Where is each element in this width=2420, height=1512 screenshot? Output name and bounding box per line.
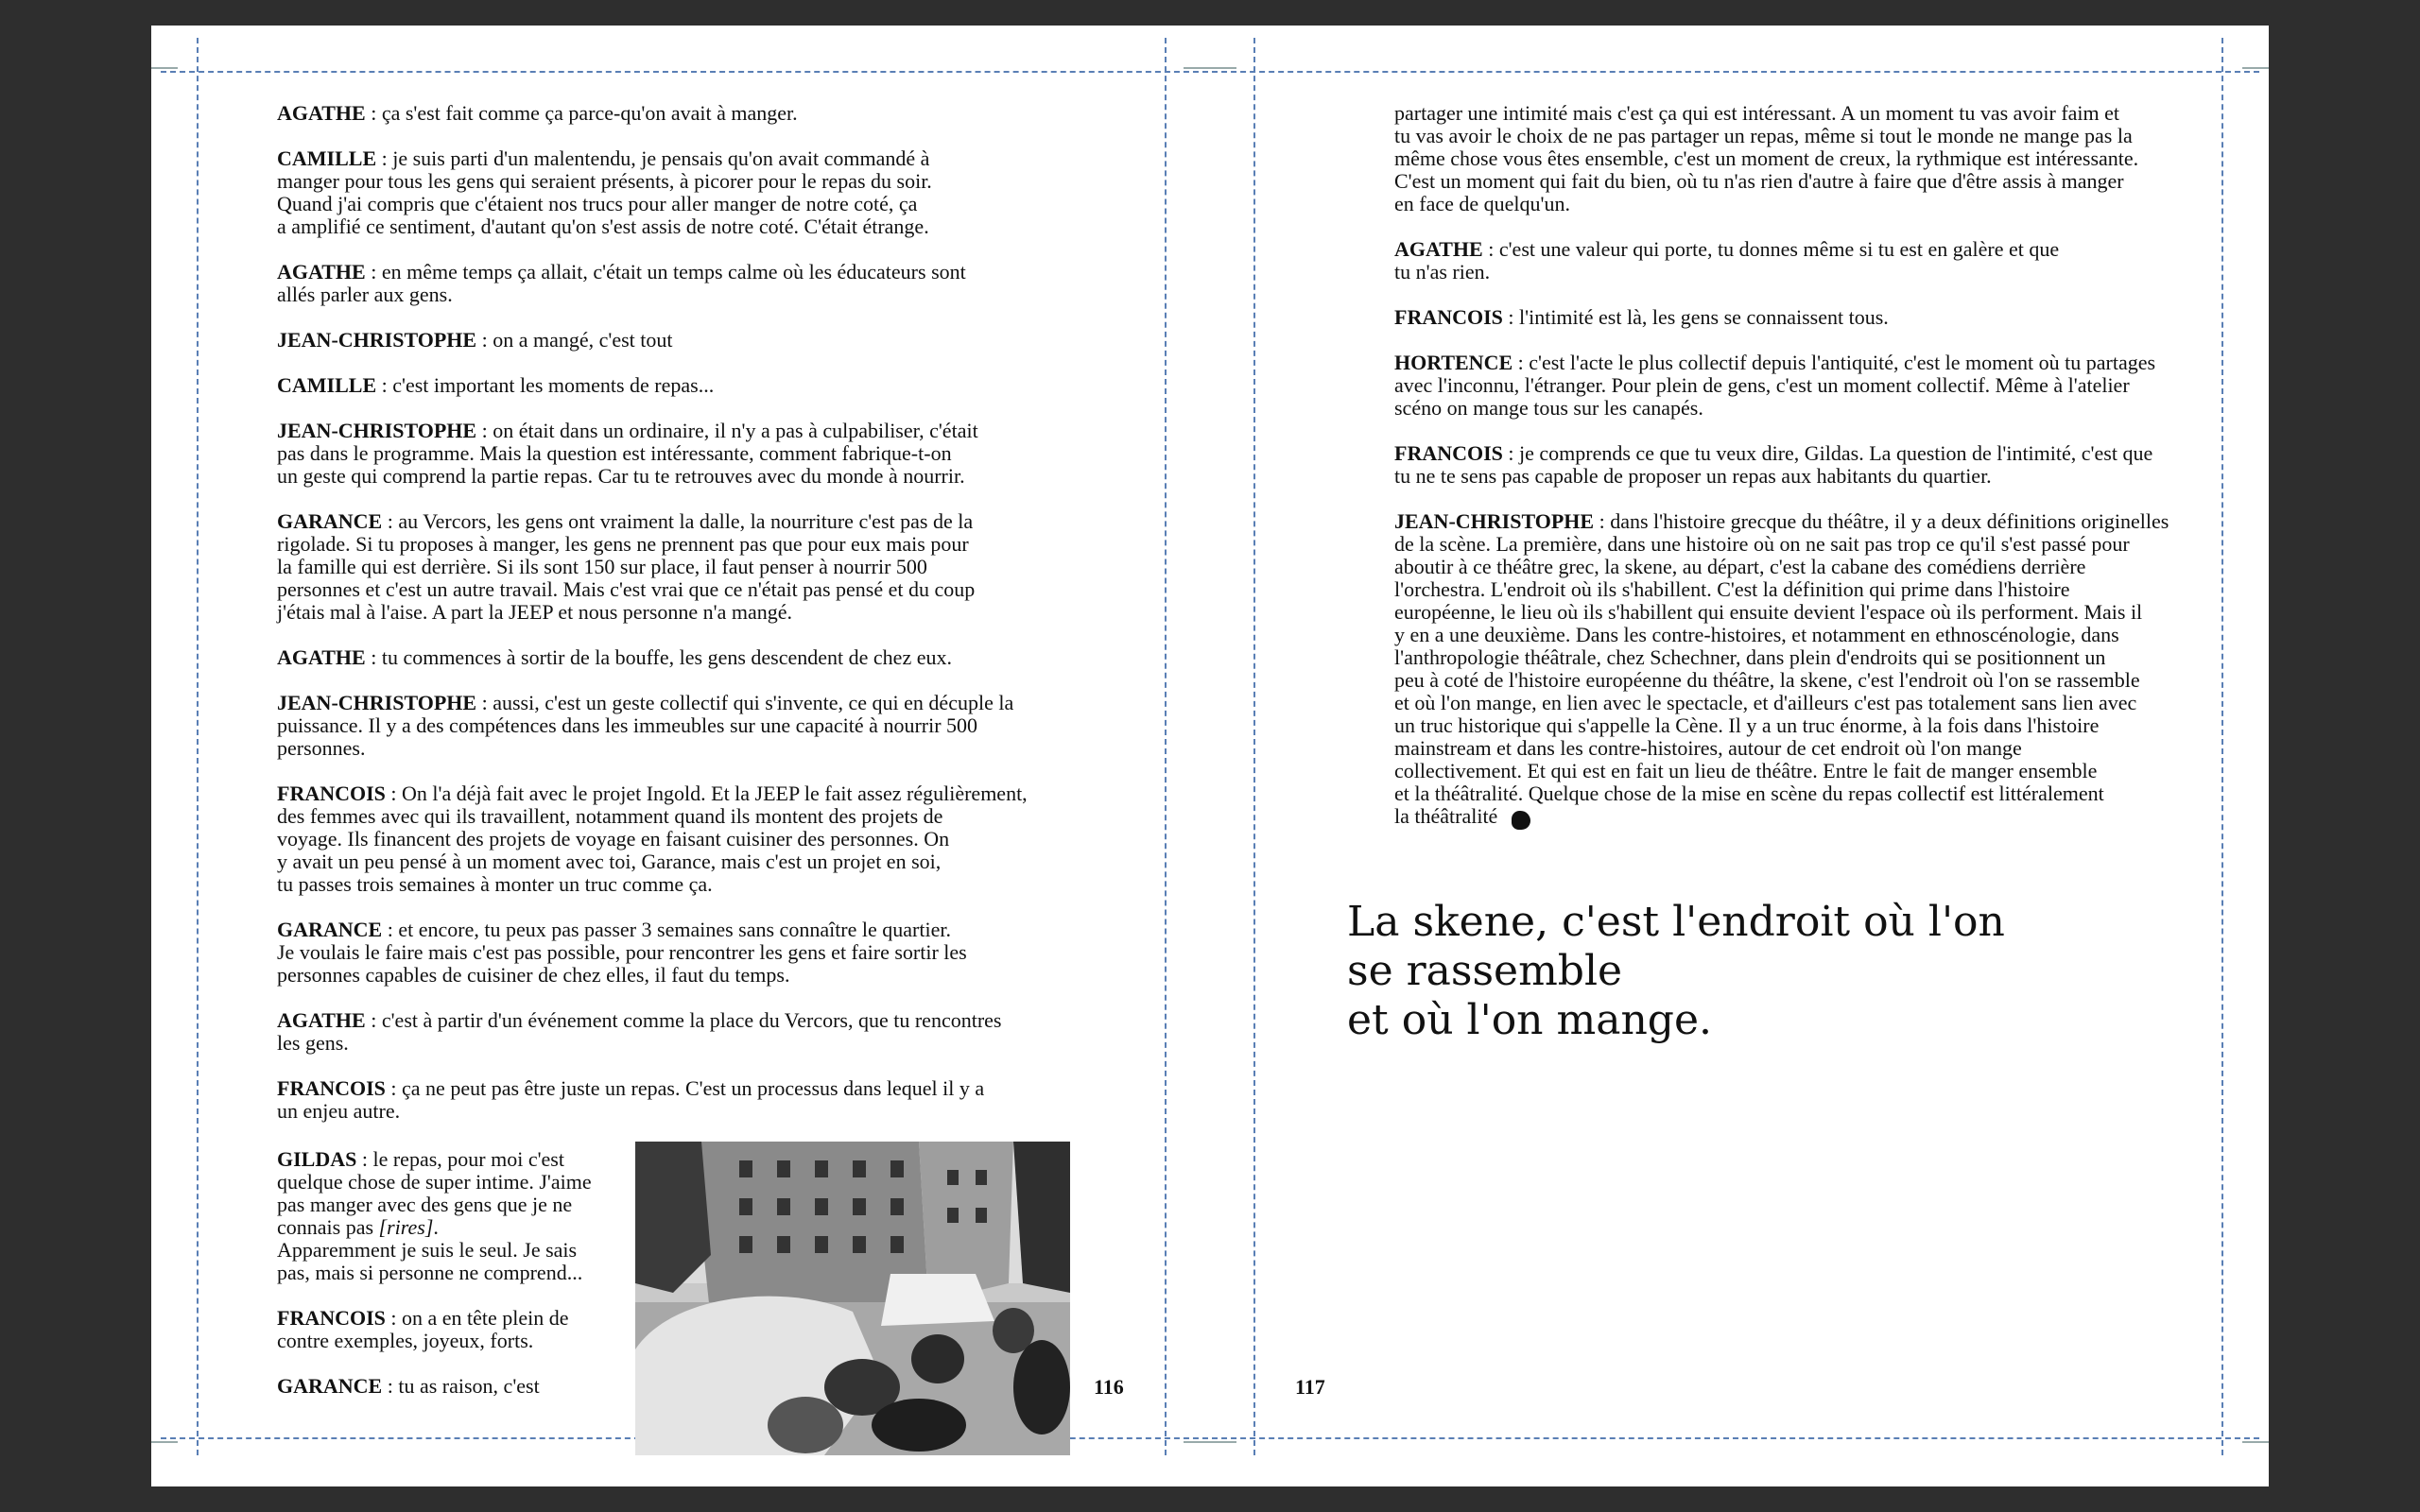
left-page-narrow-text — [277, 1148, 627, 1420]
dialogue-text: : en même temps ça allait, c'était un temps calme où les éducateurs sont allés parler aux gens. — [277, 260, 966, 306]
crop-mark — [151, 1441, 178, 1443]
crop-mark — [2242, 67, 2269, 69]
dialogue-paragraph — [277, 1009, 1071, 1055]
dialogue-text: : c'est une valeur qui porte, tu donnes même si tu est en galère et que tu n'as rien. — [1394, 237, 2060, 284]
right-inner-guide — [1253, 38, 1255, 1455]
dialogue-text: : le repas, pour moi c'est quelque chose de super intime. J'aime pas manger avec des gens que je ne connais pas — [277, 1147, 592, 1239]
top-margin-guide — [161, 71, 2259, 73]
dialogue-paragraph — [277, 646, 1071, 669]
stage-direction: [rires] — [378, 1215, 434, 1239]
speaker-name: AGATHE — [277, 1008, 366, 1032]
dialogue-paragraph — [277, 1375, 627, 1398]
dialogue-text: partager une intimité mais c'est ça qui est intéressant. A un moment tu vas avoir faim et tu vas avoir le choix de ne pas partager un repas, même si tout le monde ne mange pas la même chose vous êtes ensemble, c'est un moment de creux, la rythmique est intéressante. C'est un moment qui fait du bien, où tu n'as rien d'autre à faire que d'être assis à manger en face de quelqu'un. — [1394, 101, 2139, 215]
dialogue-text-continued: . Apparemment je suis le seul. Je sais pas, mais si personne ne comprend... — [277, 1215, 583, 1284]
speaker-name: GARANCE — [277, 509, 383, 533]
dialogue-text: : dans l'histoire grecque du théâtre, il y a deux définitions originelles de la scène. La première, dans une histoire où on ne sait pas trop ce qu'il s'est passé pour aboutir à ce théâtre grec, la skene, au départ, c'est la cabane des comédiens derrière l'orchestra. L'endroit où ils s'habillent. C'est la définition qui prime dans l'histoire européenne, le lieu où ils s'habillent qui ensuite devient l'espace où ils performent. Mais il y en a une deuxième. Dans les contre-histoires, et notamment en ethnoscénologie, dans l'anthropologie théâtrale, chez Schechner, dans plein d'endroits qui se positionnent un peu à coté de l'histoire européenne du théâtre, la skene, c'est l'endroit où l'on se rassemble et où l'on mange, en lien avec le spectacle, et d'ailleurs c'est pas totalement sans lien avec un truc historique qui s'appelle la Cène. Il y a un truc énorme, à la fois dans l'histoire mainstream et dans les contre-histoires, autour de cet endroit où l'on mange collectivement. Et qui est en fait un lieu de théâtre. Entre le fait de manger ensemble et la théâtralité. Quelque chose de la mise en scène du repas collectif est littéralement la théâtralité — [1394, 509, 2169, 828]
dialogue-text: : on a mangé, c'est tout — [476, 328, 673, 352]
dialogue-paragraph — [277, 374, 1071, 397]
dialogue-paragraph — [277, 1148, 627, 1284]
speaker-name: AGATHE — [1394, 237, 1483, 261]
dialogue-paragraph — [277, 919, 1071, 987]
ink-blot-mark — [1512, 811, 1530, 830]
dialogue-text: : c'est important les moments de repas... — [376, 373, 715, 397]
crop-mark — [1184, 67, 1236, 69]
speaker-name: CAMILLE — [277, 373, 377, 397]
dialogue-paragraph — [1394, 442, 2207, 488]
speaker-name: GARANCE — [277, 1374, 383, 1398]
left-inner-guide — [1165, 38, 1167, 1455]
dialogue-text: : c'est à partir d'un événement comme la place du Vercors, que tu rencontres les gens. — [277, 1008, 1002, 1055]
left-page-text — [277, 102, 1071, 1145]
speaker-name: JEAN-CHRISTOPHE — [1394, 509, 1595, 533]
crop-mark — [151, 67, 178, 69]
bottom-margin-guide — [161, 1437, 2259, 1439]
dialogue-paragraph — [277, 510, 1071, 624]
dialogue-paragraph — [1394, 352, 2207, 420]
speaker-name: HORTENCE — [1394, 351, 1513, 374]
speaker-name: CAMILLE — [277, 146, 377, 170]
dialogue-text: : au Vercors, les gens ont vraiment la dalle, la nourriture c'est pas de la rigolade. Si tu proposes à manger, les gens ne prennent pas que pour eux mais pour la famille qui est derrière. Si ils sont 150 sur place, il faut penser à nourrir 500 personnes et c'est un autre travail. Mais c'est vrai que ce n'était pas pensé et du coup j'étais mal à l'aise. A part la JEEP et nous personne n'a mangé. — [277, 509, 976, 624]
speaker-name: GARANCE — [277, 918, 383, 941]
dialogue-paragraph — [277, 1307, 627, 1352]
right-page-text — [1394, 102, 2207, 850]
photo-image — [635, 1142, 1070, 1455]
dialogue-paragraph — [277, 147, 1071, 238]
dialogue-paragraph — [1394, 238, 2207, 284]
dialogue-paragraph — [277, 782, 1071, 896]
speaker-name: FRANCOIS — [277, 1306, 386, 1330]
dialogue-text: : c'est l'acte le plus collectif depuis l'antiquité, c'est le moment où tu partages avec l'inconnu, l'étranger. Pour plein de gens, c'est un moment collectif. Même à l'atelier scéno on mange tous sur les canapés. — [1394, 351, 2156, 420]
pull-quote: La skene, c'est l'endroit où l'on se rassemble et où l'on mange. — [1347, 898, 2005, 1044]
dialogue-text: : tu as raison, c'est — [382, 1374, 540, 1398]
speaker-name: AGATHE — [277, 645, 366, 669]
speaker-name: FRANCOIS — [1394, 305, 1503, 329]
speaker-name: JEAN-CHRISTOPHE — [277, 328, 477, 352]
dialogue-paragraph — [277, 329, 1071, 352]
dialogue-paragraph — [1394, 102, 2207, 215]
dialogue-text: : l'intimité est là, les gens se connaissent tous. — [1502, 305, 1889, 329]
dialogue-paragraph — [277, 261, 1071, 306]
speaker-name: FRANCOIS — [277, 1076, 386, 1100]
dialogue-text: : on était dans un ordinaire, il n'y a pas à culpabiliser, c'était pas dans le programme. Mais la question est intéressante, comment fabrique-t-on un geste qui comprend la partie repas. Car tu te retrouves avec du monde à nourrir. — [277, 419, 978, 488]
dialogue-paragraph — [277, 420, 1071, 488]
crop-mark — [1184, 1441, 1236, 1443]
speaker-name: JEAN-CHRISTOPHE — [277, 419, 477, 442]
dialogue-paragraph — [277, 1077, 1071, 1123]
dialogue-text: : et encore, tu peux pas passer 3 semaines sans connaître le quartier. Je voulais le faire mais c'est pas possible, pour rencontrer les gens et faire sortir les personnes capables de cuisiner de chez elles, il faut du temps. — [277, 918, 967, 987]
dialogue-paragraph — [1394, 306, 2207, 329]
left-outer-guide — [197, 38, 199, 1455]
dialogue-text: : ça s'est fait comme ça parce-qu'on avait à manger. — [365, 101, 798, 125]
dialogue-text: : je comprends ce que tu veux dire, Gildas. La question de l'intimité, c'est que tu ne te sens pas capable de proposer un repas aux habitants du quartier. — [1394, 441, 2153, 488]
dialogue-text: : tu commences à sortir de la bouffe, les gens descendent de chez eux. — [365, 645, 952, 669]
speaker-name: JEAN-CHRISTOPHE — [277, 691, 477, 714]
dialogue-paragraph — [277, 692, 1071, 760]
photo-residents-eating — [635, 1142, 1070, 1455]
speaker-name: AGATHE — [277, 101, 366, 125]
dialogue-text: : On l'a déjà fait avec le projet Ingold. Et la JEEP le fait assez régulièrement, des femmes avec qui ils travaillent, notamment quand ils montent des projets de voyage. Ils financent des projets de voyage en faisant cuisiner des personnes. On y avait un peu pensé à un moment avec toi, Garance, mais c'est un projet en soi, tu passes trois semaines à monter un truc comme ça. — [277, 782, 1028, 896]
dialogue-paragraph — [1394, 510, 2207, 828]
dialogue-paragraph — [277, 102, 1071, 125]
speaker-name: GILDAS — [277, 1147, 357, 1171]
page-number-left: 116 — [1094, 1375, 1124, 1399]
dialogue-text: : ça ne peut pas être juste un repas. C'est un processus dans lequel il y a un enjeu autre. — [277, 1076, 985, 1123]
speaker-name: AGATHE — [277, 260, 366, 284]
speaker-name: FRANCOIS — [277, 782, 386, 805]
dialogue-text: : aussi, c'est un geste collectif qui s'invente, ce qui en décuple la puissance. Il y a des compétences dans les immeubles sur une capacité à nourrir 500 personnes. — [277, 691, 1014, 760]
right-outer-guide — [2221, 38, 2223, 1455]
dialogue-text: : on a en tête plein de contre exemples, joyeux, forts. — [277, 1306, 569, 1352]
crop-mark — [2242, 1441, 2269, 1443]
speaker-name: FRANCOIS — [1394, 441, 1503, 465]
dialogue-text: : je suis parti d'un malentendu, je pensais qu'on avait commandé à manger pour tous les gens qui seraient présents, à picorer pour le repas du soir. Quand j'ai compris que c'étaient nos trucs pour aller manger de notre coté, ça a amplifié ce sentiment, d'autant qu'on s'est assis de notre coté. C'était étrange. — [277, 146, 932, 238]
page-number-right: 117 — [1295, 1375, 1325, 1399]
